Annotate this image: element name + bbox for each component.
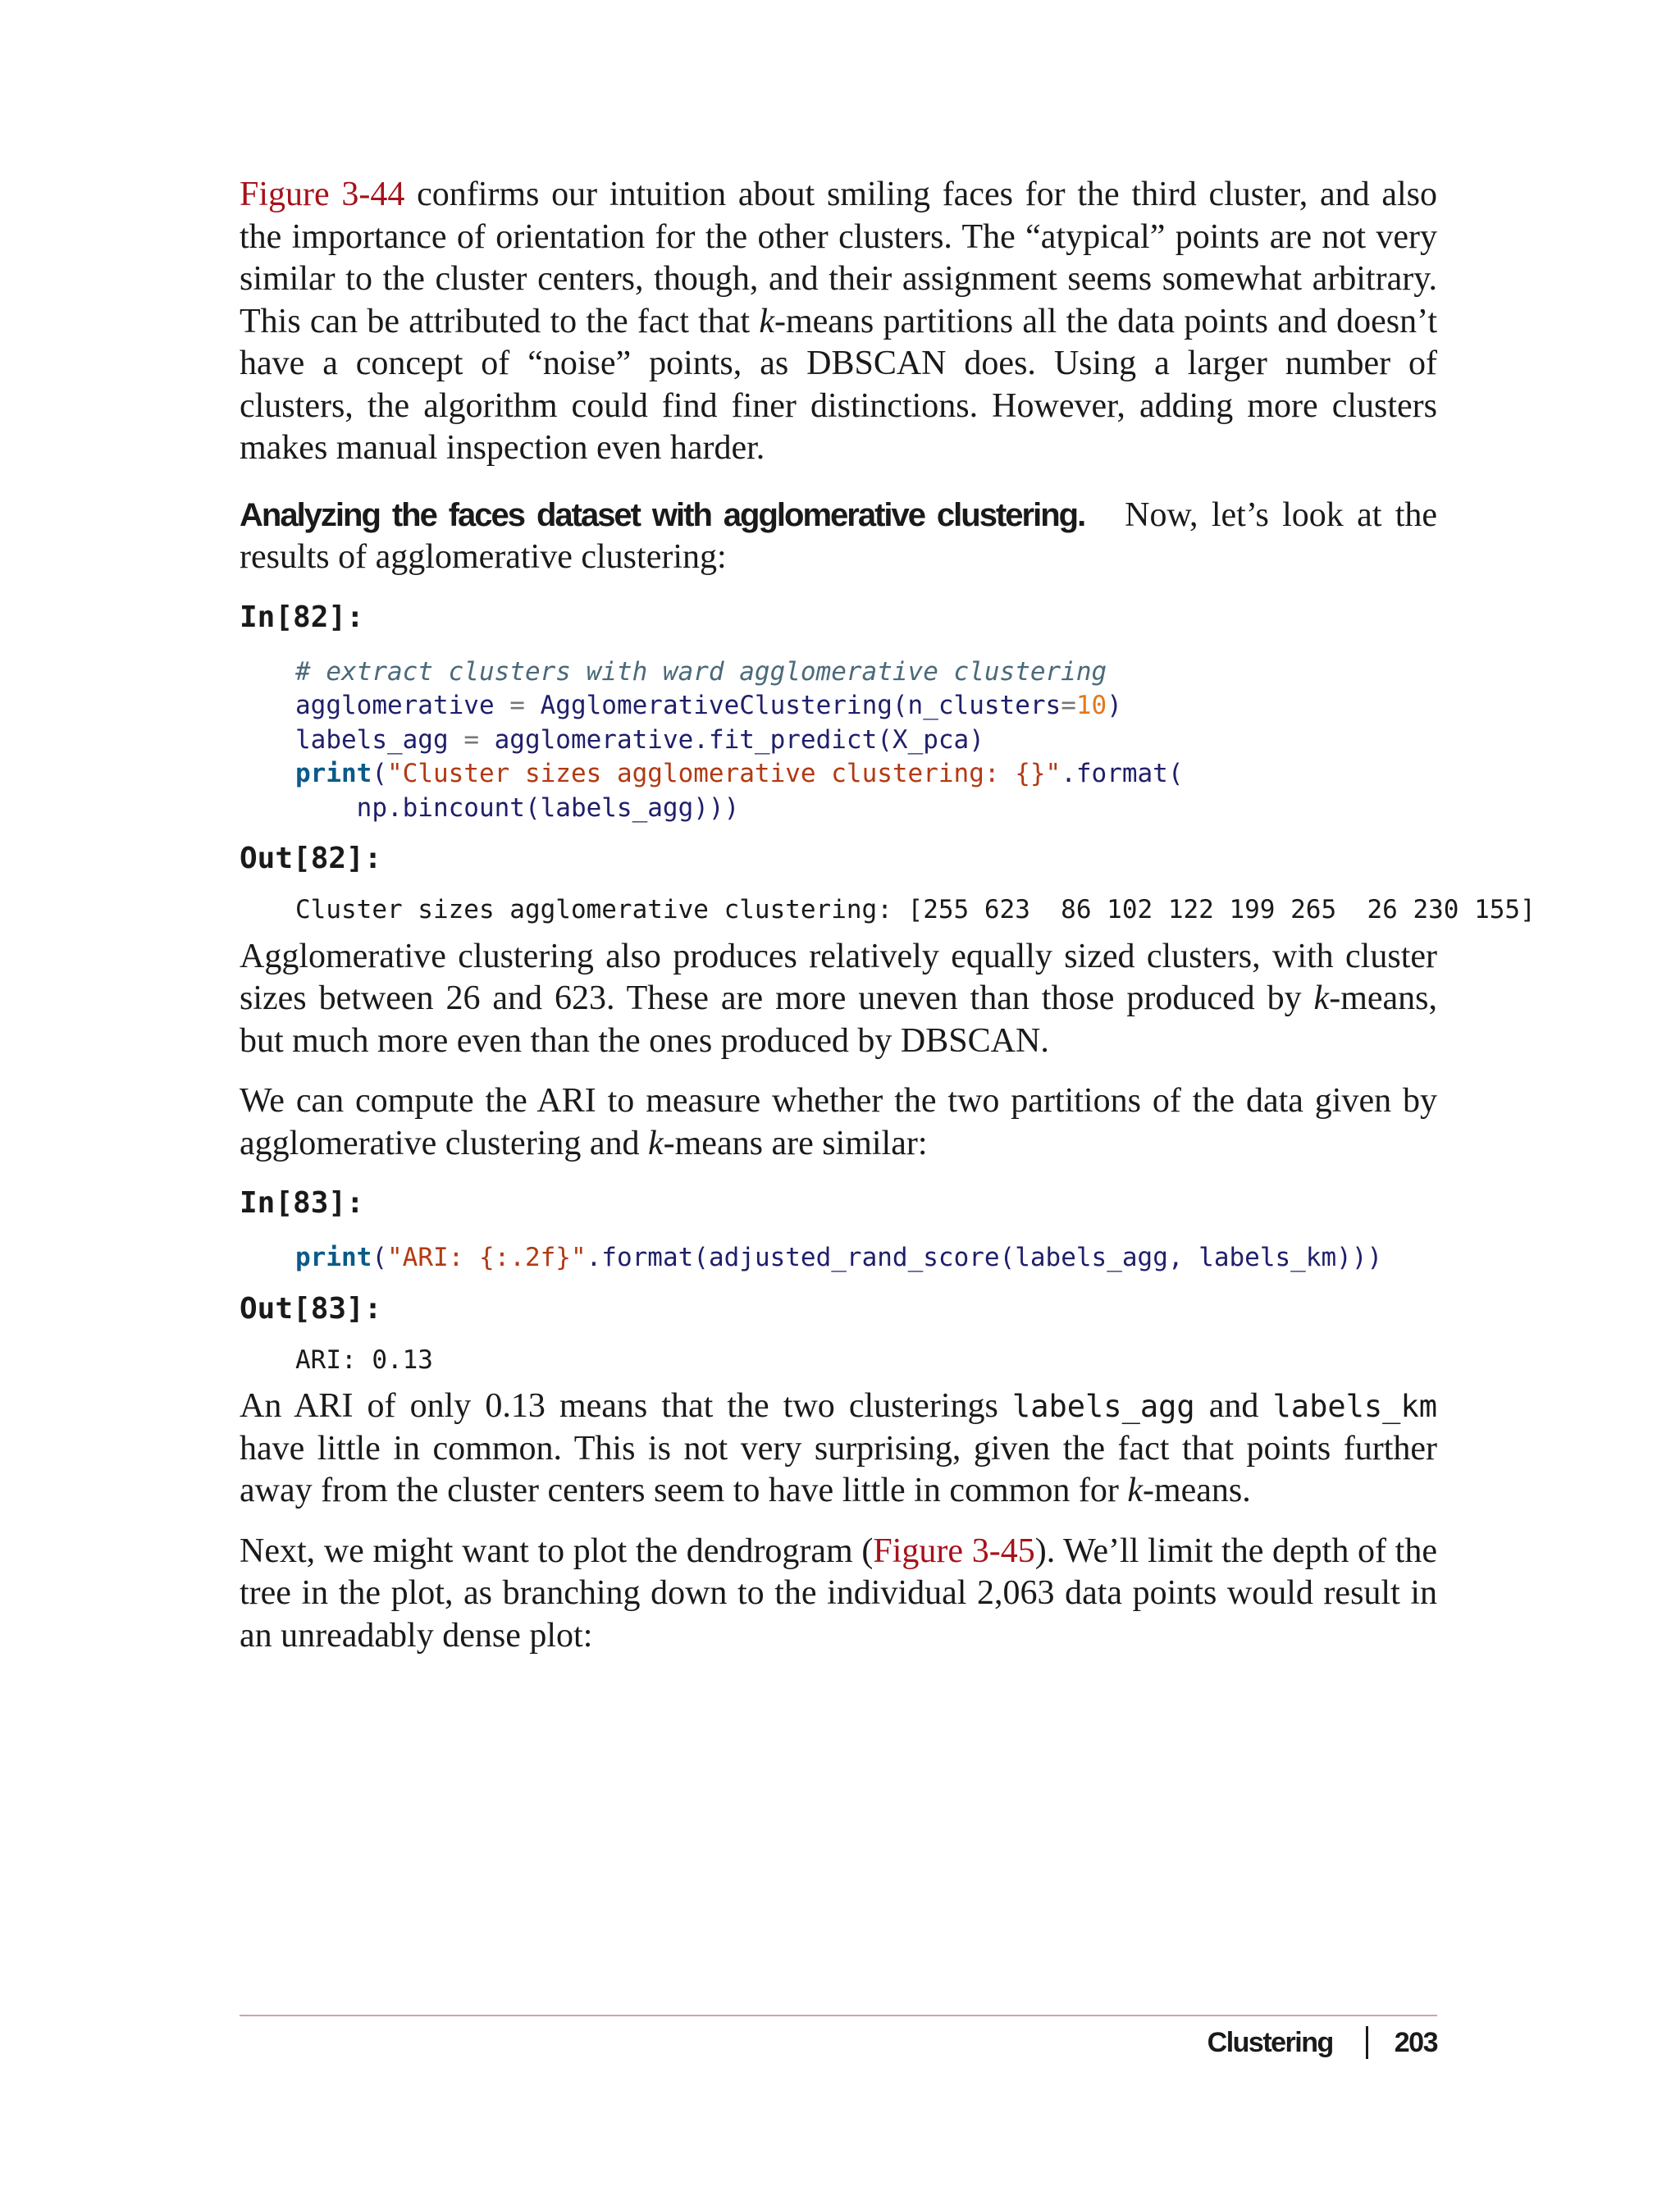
code-token: .format( bbox=[1061, 759, 1184, 788]
paragraph-text: -means, but much more even than the ones produced by DBSCAN. bbox=[240, 979, 1437, 1060]
paragraph-ari-result bbox=[240, 1386, 1437, 1513]
code-number: 10 bbox=[1075, 691, 1107, 720]
footer-separator bbox=[1366, 2026, 1368, 2059]
paragraph-text: We can compute the ARI to measure whether the two partitions of the data given by agglomerative clustering and bbox=[240, 1082, 1437, 1162]
output-prompt-83: Out[83]: bbox=[240, 1291, 382, 1326]
paragraph-cluster-sizes bbox=[240, 936, 1437, 1063]
page-number: 203 bbox=[1394, 2026, 1437, 2058]
inline-code: labels_agg bbox=[1011, 1389, 1195, 1424]
input-prompt-83: In[83]: bbox=[240, 1186, 364, 1220]
page-content bbox=[240, 174, 1536, 1657]
section-intro-text: Now, let’s look at the results of agglomerative clustering: bbox=[240, 495, 1438, 576]
paragraph-text: ). We’ll limit the depth of the tree in the plot, as branching down to the individual 2,063 data points would result in an unreadably dense plot: bbox=[240, 1532, 1437, 1655]
code-block-82 bbox=[240, 655, 1437, 826]
paragraph-text: -means are similar: bbox=[663, 1124, 928, 1162]
code-token: agglomerative.fit_predict(X_pca) bbox=[478, 724, 984, 755]
code-keyword: print bbox=[295, 759, 372, 788]
italic-k: k bbox=[1127, 1472, 1143, 1509]
paragraph-text: have little in common. This is not very surprising, given the fact that points further away from the cluster centers seem to have little in common for bbox=[240, 1429, 1437, 1509]
code-operator: = bbox=[509, 691, 525, 720]
code-token: ( bbox=[372, 759, 387, 788]
paragraph-text: -means. bbox=[1142, 1472, 1251, 1509]
code-string: "ARI: {:.2f}" bbox=[387, 1243, 587, 1272]
figure-reference-link[interactable]: Figure 3-44 bbox=[240, 176, 405, 213]
italic-k: k bbox=[1313, 979, 1330, 1017]
paragraph-dendrogram bbox=[240, 1531, 1437, 1658]
italic-k: k bbox=[648, 1124, 664, 1162]
code-token: np.bincount(labels_agg))) bbox=[295, 792, 740, 823]
footer-section-title: Clustering bbox=[1207, 2026, 1333, 2058]
code-keyword: print bbox=[295, 1243, 372, 1272]
paragraph-text: Next, we might want to plot the dendrogram ( bbox=[240, 1532, 874, 1570]
code-token: agglomerative bbox=[295, 691, 510, 720]
code-token: AgglomerativeClustering(n_clusters bbox=[524, 691, 1061, 720]
page-footer bbox=[1208, 2026, 1437, 2059]
code-token: ( bbox=[372, 1243, 387, 1272]
code-token: labels_agg bbox=[295, 724, 464, 755]
section-paragraph bbox=[240, 495, 1437, 579]
inline-code: labels_km bbox=[1272, 1389, 1437, 1424]
paragraph-text: -means partitions all the data points and doesn’t have a concept of “noise” points, as DBSCAN does. Using a larger number of clusters, the algorithm could find finer distinctions. However, adding more clusters makes manual inspection even harder. bbox=[240, 302, 1437, 467]
code-token: ) bbox=[1107, 691, 1122, 720]
figure-reference-link[interactable]: Figure 3-45 bbox=[873, 1532, 1035, 1570]
paragraph-ari-intro bbox=[240, 1080, 1437, 1165]
paragraph-text: confirms our intuition about smiling faces for the third cluster, and also the importance of orientation for the other clusters. The “atypical” points are not very similar to the cluster centers, though, and their assignment seems somewhat arbitrary. This can be attributed to the fact that bbox=[240, 176, 1437, 340]
paragraph-figure-3-44 bbox=[240, 174, 1437, 470]
input-prompt-82: In[82]: bbox=[240, 600, 364, 634]
output-block-83: ARI: 0.13 bbox=[295, 1344, 433, 1375]
code-operator: = bbox=[1061, 691, 1076, 720]
code-token: .format(adjusted_rand_score(labels_agg, labels_km))) bbox=[586, 1243, 1383, 1272]
code-block-83 bbox=[240, 1241, 1437, 1276]
paragraph-text: and bbox=[1194, 1387, 1273, 1425]
code-comment: # extract clusters with ward agglomerative clustering bbox=[295, 656, 1107, 687]
output-prompt-82: Out[82]: bbox=[240, 842, 382, 875]
footer-rule bbox=[240, 2015, 1437, 2016]
code-operator: = bbox=[463, 724, 479, 755]
code-string: "Cluster sizes agglomerative clustering: {}" bbox=[387, 759, 1061, 788]
paragraph-text: Agglomerative clustering also produces relatively equally sized clusters, with cluster sizes between 26 and 623. These are more uneven than those produced by bbox=[240, 937, 1437, 1017]
section-heading: Analyzing the faces dataset with agglomerative clustering. bbox=[240, 496, 1085, 533]
output-block-82: Cluster sizes agglomerative clustering: [255 623 86 102 122 199 265 26 230 155] bbox=[295, 895, 1536, 924]
italic-k: k bbox=[759, 302, 774, 340]
paragraph-text: An ARI of only 0.13 means that the two clusterings bbox=[240, 1387, 1012, 1425]
